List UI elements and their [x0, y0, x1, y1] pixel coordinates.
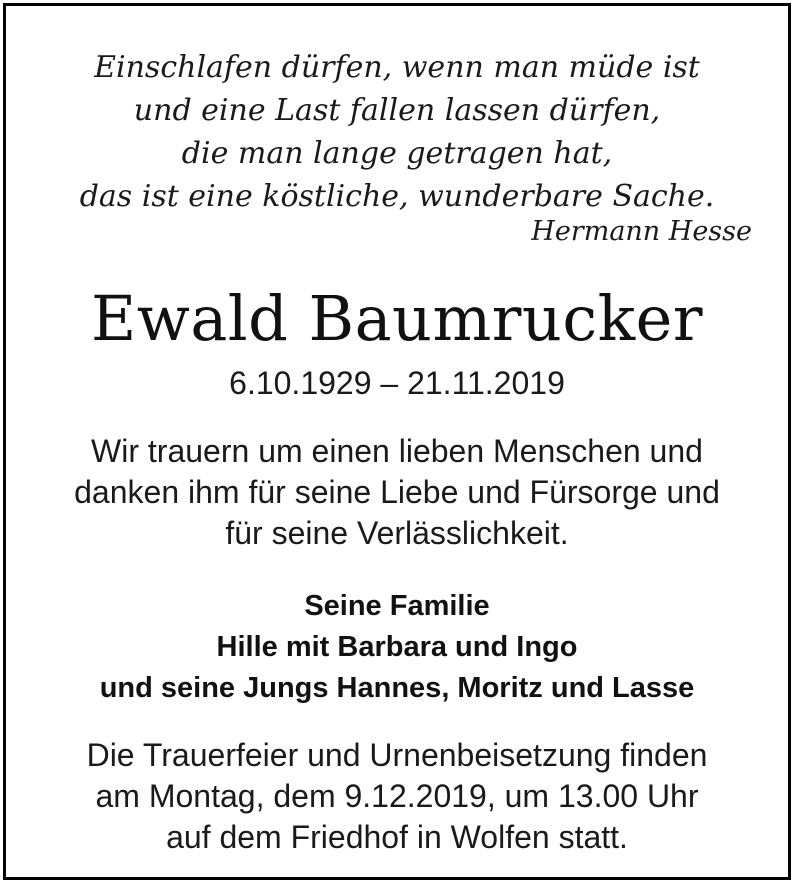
family-line: Hille mit Barbara und Ingo	[216, 631, 578, 663]
service-line: Die Trauerfeier und Urnenbeisetzung finden	[86, 737, 708, 773]
message-line: Wir trauern um einen lieben Menschen und	[91, 433, 703, 469]
mourning-message	[6, 431, 788, 554]
quote-author: Hermann Hesse	[531, 216, 752, 247]
family-signature	[6, 586, 788, 709]
service-line: auf dem Friedhof in Wolfen statt.	[166, 819, 628, 855]
obituary-notice	[3, 3, 791, 880]
quote-line: und eine Last fallen lassen dürfen,	[133, 93, 661, 128]
funeral-service-info	[6, 735, 788, 858]
quote-line: Einschlafen dürfen, wenn man müde ist	[94, 50, 700, 85]
quote-line: die man lange getragen hat,	[181, 136, 613, 171]
family-line: und seine Jungs Hannes, Moritz und Lasse	[99, 672, 695, 704]
service-line: am Montag, dem 9.12.2019, um 13.00 Uhr	[95, 778, 699, 814]
family-line: Seine Familie	[304, 590, 490, 622]
message-line: danken ihm für seine Liebe und Fürsorge und	[74, 474, 720, 510]
quote-block	[6, 46, 788, 218]
life-dates: 6.10.1929 – 21.11.2019	[229, 365, 565, 401]
deceased-name: Ewald Baumrucker	[91, 282, 703, 355]
message-line: für seine Verlässlichkeit.	[225, 515, 569, 551]
quote-line: das ist eine köstliche, wunderbare Sache.	[79, 179, 715, 214]
